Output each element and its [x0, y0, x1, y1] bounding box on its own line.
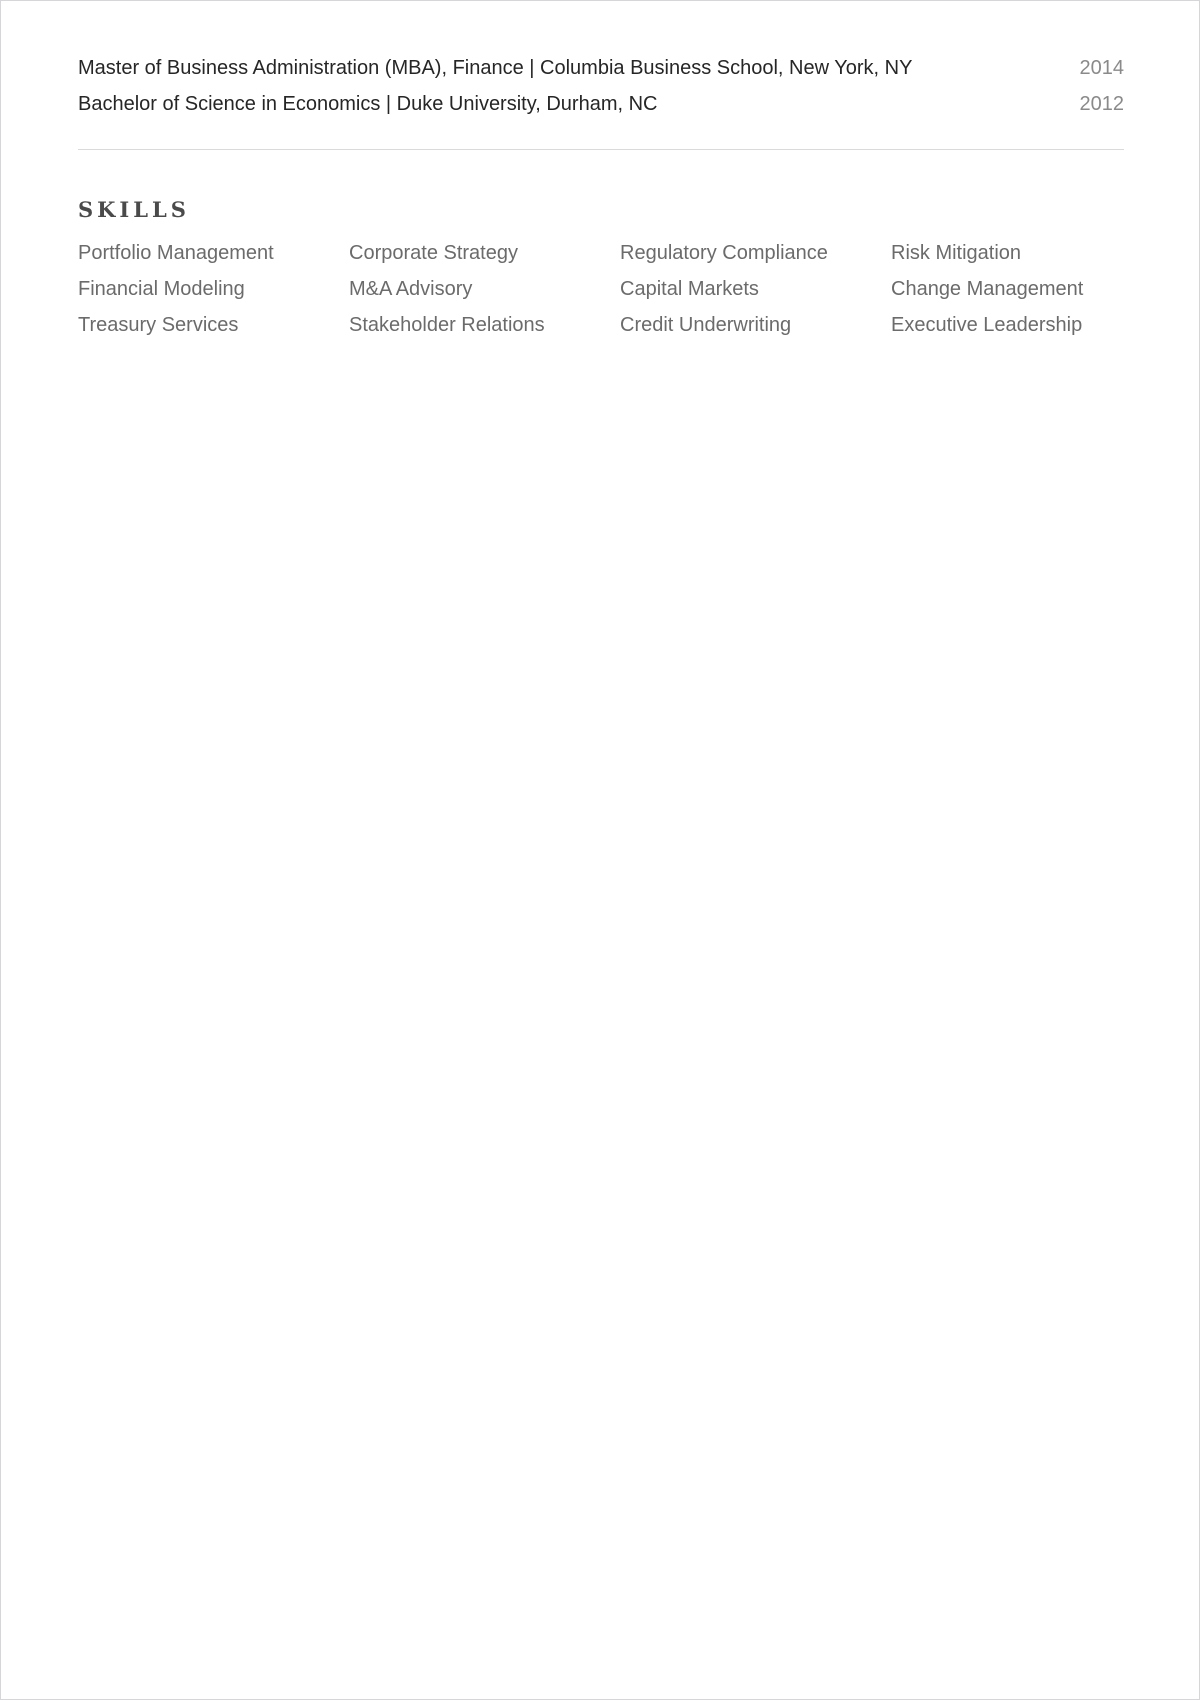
- skill-item: Financial Modeling: [78, 278, 245, 300]
- skill-item: Portfolio Management: [78, 242, 274, 264]
- education-list: [78, 57, 1124, 129]
- skill-item: Executive Leadership: [891, 314, 1083, 336]
- skill-item: Corporate Strategy: [349, 242, 518, 264]
- education-year: 2012: [1079, 93, 1124, 115]
- skill-item: Stakeholder Relations: [349, 314, 545, 336]
- education-year: 2014: [1079, 57, 1124, 79]
- skills-grid: [78, 242, 1124, 350]
- skill-item: Treasury Services: [78, 314, 239, 336]
- section-divider: [78, 149, 1124, 150]
- skill-item: Change Management: [891, 278, 1084, 300]
- skills-heading: SKILLS: [78, 197, 190, 222]
- skill-item: Regulatory Compliance: [620, 242, 828, 264]
- skill-item: Capital Markets: [620, 278, 759, 300]
- skill-item: Credit Underwriting: [620, 314, 792, 336]
- resume-content: [78, 1, 1124, 350]
- skill-item: Risk Mitigation: [891, 242, 1022, 264]
- education-degree: Bachelor of Science in Economics | Duke University, Durham, NC: [78, 93, 658, 115]
- education-entry: [78, 57, 1124, 93]
- education-entry: [78, 93, 1124, 129]
- education-degree: Master of Business Administration (MBA), Finance | Columbia Business School, New York, NY: [78, 57, 913, 79]
- skill-item: M&A Advisory: [349, 278, 473, 300]
